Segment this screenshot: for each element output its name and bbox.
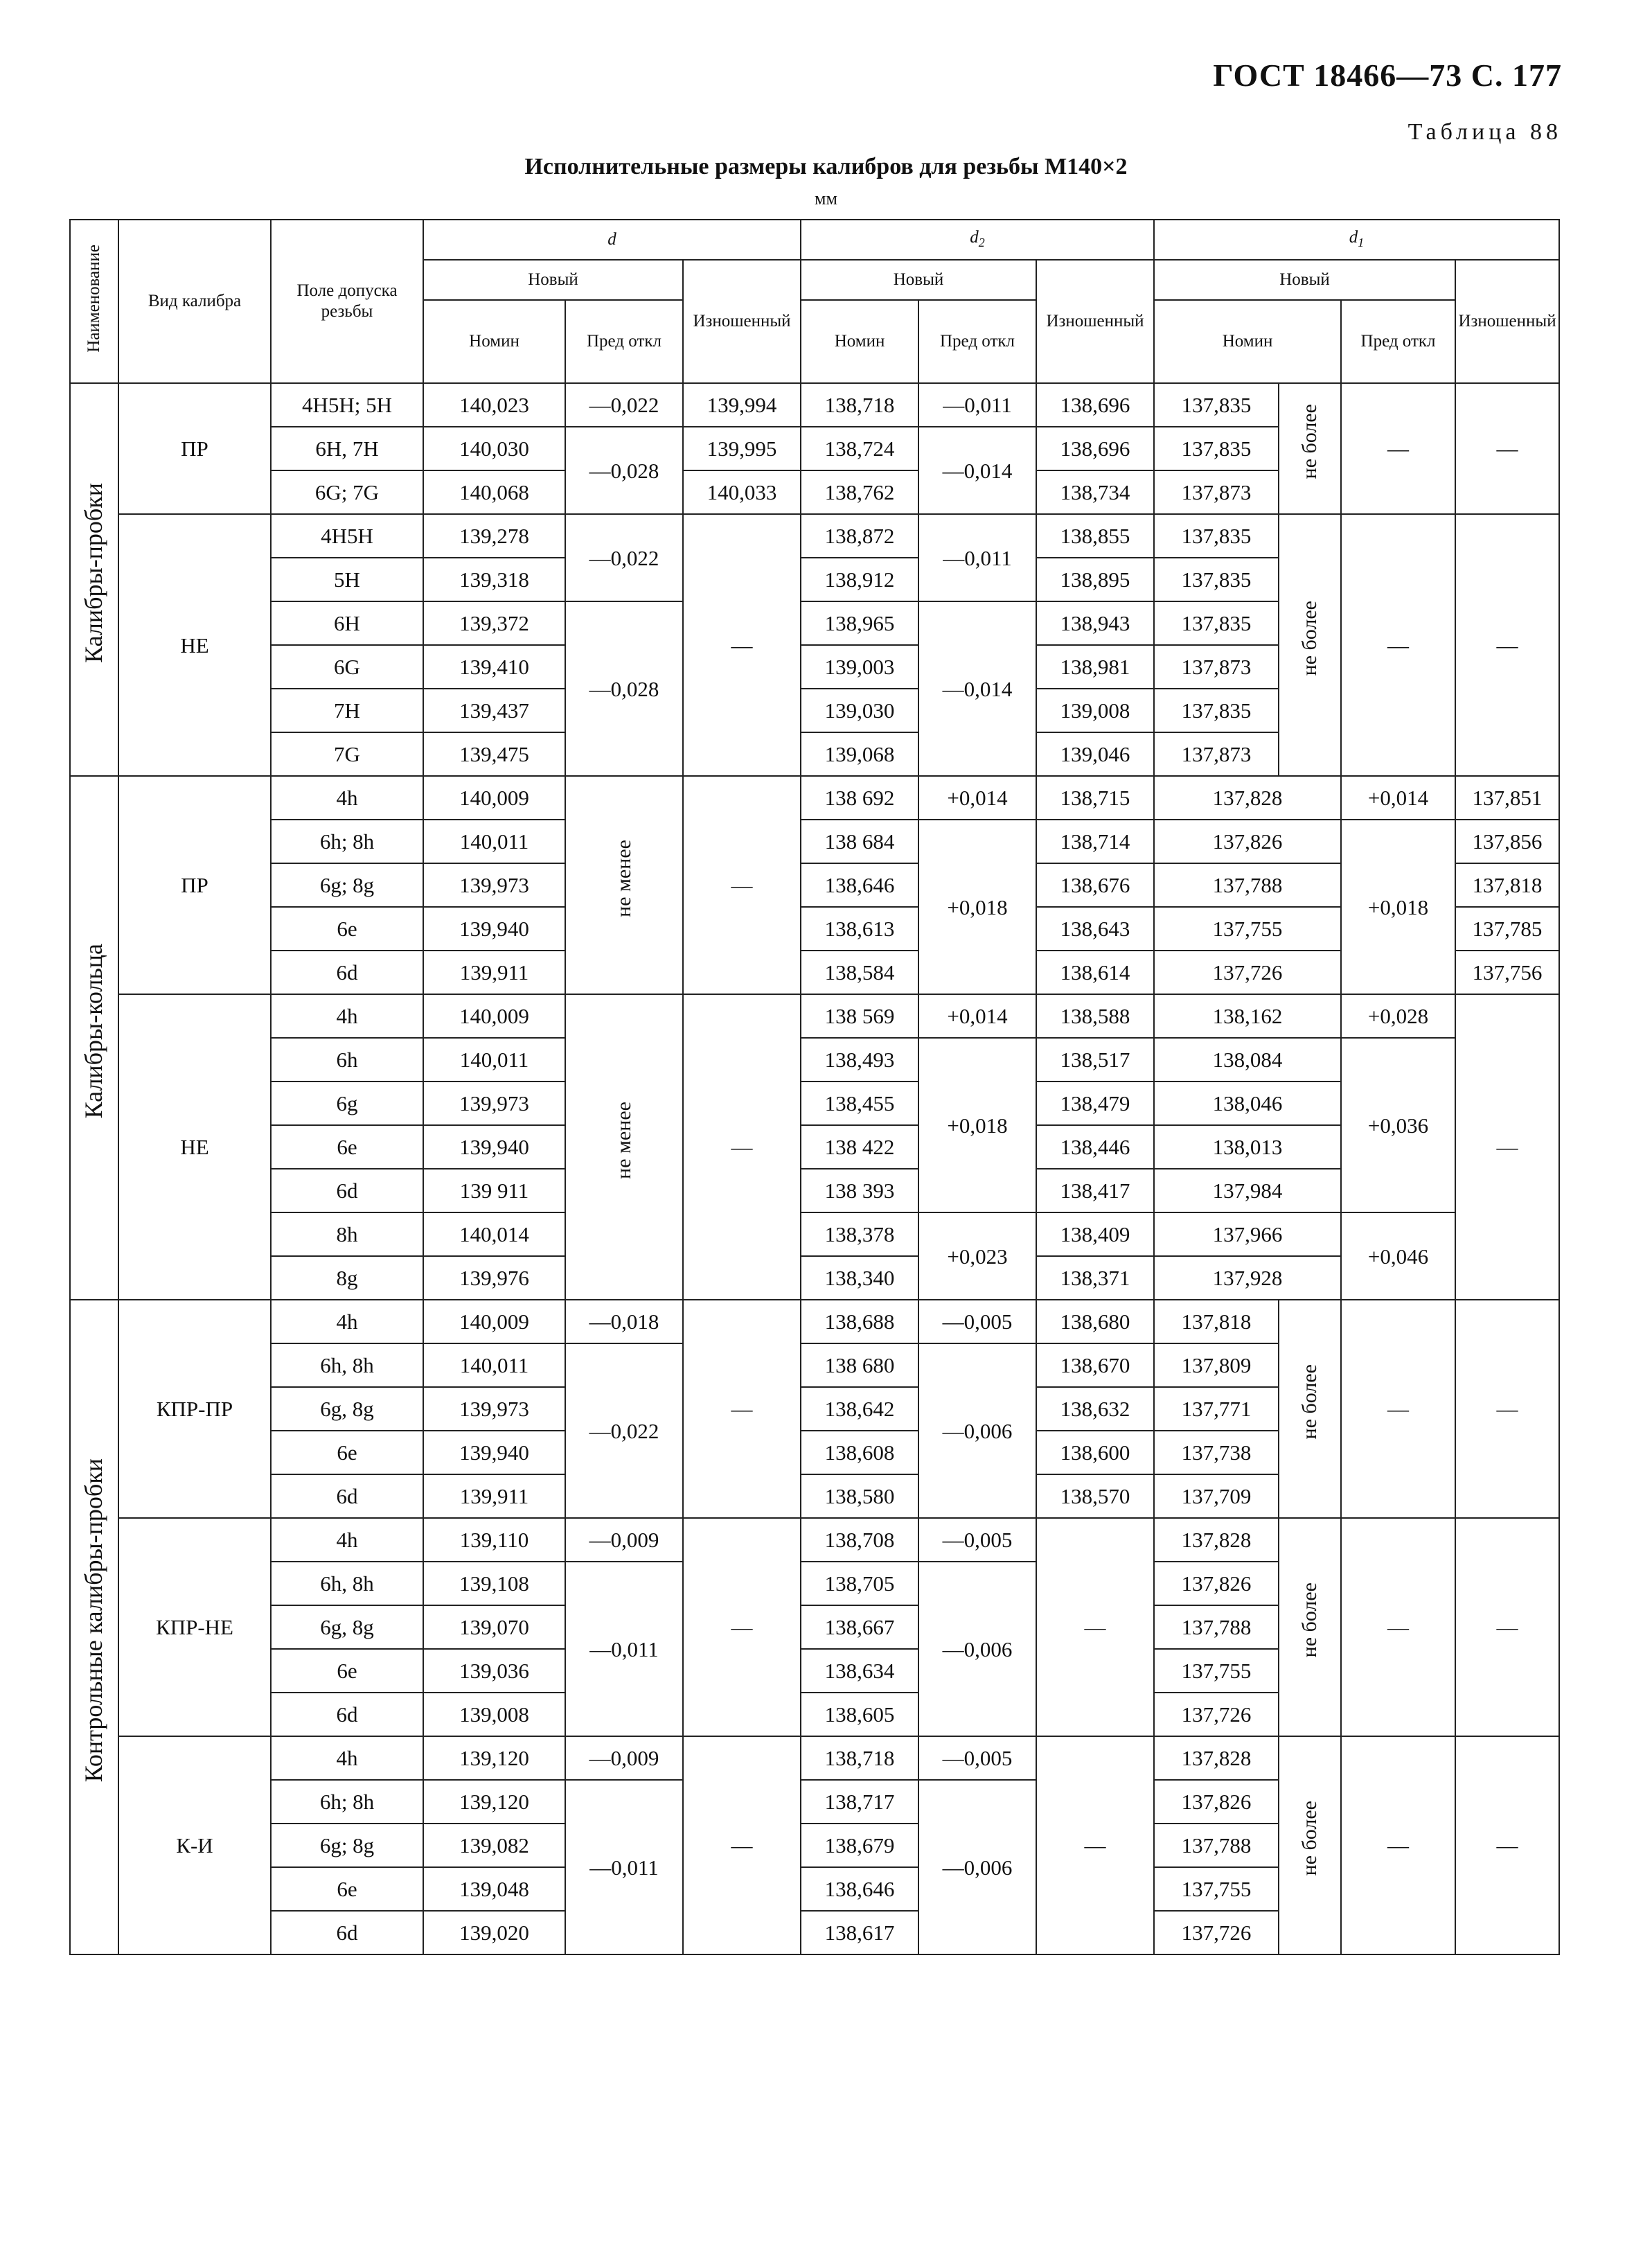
col-d2-new: Новый	[801, 260, 1036, 300]
gauge-kind: К-И	[118, 1736, 271, 1954]
not-more-label: не более	[1279, 1736, 1341, 1954]
table-row: 6h 140,011 138,493 +0,018 138,517 138,084 +0,036	[70, 1038, 1559, 1082]
table-row: 6d 139 911 138 393 138,417 137,984	[70, 1169, 1559, 1212]
table-row: Калибры-пробки ПР 4H5H; 5H 140,023 —0,022 139,994 138,718 —0,011 138,696 137,835 не более — —	[70, 383, 1559, 427]
page-header: ГОСТ 18466—73 С. 177	[1213, 58, 1562, 93]
col-d2-worn: Изношенный	[1036, 260, 1154, 383]
col-d2-nominal: Номин	[801, 300, 918, 383]
table-row: НЕ 4H5H 139,278 —0,022 — 138,872 —0,011 138,855 137,835 не более — —	[70, 514, 1559, 558]
col-d-new: Новый	[423, 260, 683, 300]
table-row: 6g, 8g 139,973 138,642 138,632 137,771	[70, 1387, 1559, 1431]
table-row: 6h, 8h 140,011 —0,022 138 680 —0,006 138,670 137,809	[70, 1343, 1559, 1387]
col-d1-new: Новый	[1154, 260, 1455, 300]
table-row: 6d 139,020 138,617 137,726	[70, 1911, 1559, 1954]
col-d-worn: Изношенный	[683, 260, 801, 383]
group-label: Калибры-кольца	[70, 776, 118, 1300]
col-d2: $d_2$	[801, 220, 1154, 260]
table-number: Таблица 88	[1407, 119, 1562, 145]
table-row: Контрольные калибры-пробки КПР-ПР 4h 140,009 —0,018 — 138,688 —0,005 138,680 137,818 не более — —	[70, 1300, 1559, 1343]
table-row: 6G; 7G 140,068 140,033 138,762 138,734 137,873	[70, 470, 1559, 514]
table-row: К-И 4h 139,120 —0,009 — 138,718 —0,005 — 137,828 не более — —	[70, 1736, 1559, 1780]
gauge-kind: КПР-НЕ	[118, 1518, 271, 1736]
col-d-nominal: Номин	[423, 300, 565, 383]
table-row: НЕ 4h 140,009 не менее — 138 569 +0,014 138,588 138,162 +0,028 —	[70, 994, 1559, 1038]
not-more-label: не более	[1279, 1518, 1341, 1736]
col-d1-worn: Изношенный	[1455, 260, 1559, 383]
table-row: 6h, 8h 139,108 —0,011 138,705 —0,006 137,826	[70, 1562, 1559, 1605]
table-row: 6e 139,048 138,646 137,755	[70, 1867, 1559, 1911]
table-row: 6e 139,940 138,608 138,600 137,738	[70, 1431, 1559, 1474]
table-row: 6g; 8g 139,082 138,679 137,788	[70, 1824, 1559, 1867]
col-field: Поле допуска резьбы	[271, 220, 423, 383]
table-row: 6h; 8h 140,011 138 684 +0,018 138,714 137,826 +0,018 137,856	[70, 820, 1559, 863]
units-label: мм	[815, 188, 837, 209]
table-row: 6H, 7H 140,030 —0,028 139,995 138,724 —0,014 138,696 137,835	[70, 427, 1559, 470]
table-row: 6d 139,008 138,605 137,726	[70, 1693, 1559, 1736]
table-row: 6g, 8g 139,070 138,667 137,788	[70, 1605, 1559, 1649]
col-kind: Вид калибра	[118, 220, 271, 383]
table-title: Исполнительные размеры калибров для резьбы М140×2	[524, 154, 1128, 179]
table-row: 8g 139,976 138,340 138,371 137,928	[70, 1256, 1559, 1300]
not-more-label: не более	[1279, 383, 1341, 514]
col-d-dev: Пред откл	[565, 300, 683, 383]
table-row: 7G 139,475 139,068 139,046 137,873	[70, 732, 1559, 776]
group-label: Калибры-пробки	[70, 383, 118, 776]
table-row: 6h; 8h 139,120 —0,011 138,717 —0,006 137,826	[70, 1780, 1559, 1824]
gauge-kind: ПР	[118, 776, 271, 994]
col-d1-nominal: Номин	[1154, 300, 1341, 383]
table-row: 6d 139,911 138,580 138,570 137,709	[70, 1474, 1559, 1518]
table-row: 6g; 8g 139,973 138,646 138,676 137,788 137,818	[70, 863, 1559, 907]
table-row: 5H 139,318 138,912 138,895 137,835	[70, 558, 1559, 601]
not-less-label: не менее	[565, 776, 683, 994]
gauge-dimensions-table	[69, 219, 1560, 1955]
table-row: 6e 139,036 138,634 137,755	[70, 1649, 1559, 1693]
table-row: 6d 139,911 138,584 138,614 137,726 137,756	[70, 951, 1559, 994]
table-row: Калибры-кольца ПР 4h 140,009 не менее — 138 692 +0,014 138,715 137,828 +0,014 137,851	[70, 776, 1559, 820]
not-more-label: не более	[1279, 1300, 1341, 1518]
table-row: 6e 139,940 138 422 138,446 138,013	[70, 1125, 1559, 1169]
not-more-label: не более	[1279, 514, 1341, 776]
table-row: 6H 139,372 —0,028 138,965 —0,014 138,943 137,835	[70, 601, 1559, 645]
table-row: 7H 139,437 139,030 139,008 137,835	[70, 689, 1559, 732]
col-d1: $d_1$	[1154, 220, 1559, 260]
table-row: КПР-НЕ 4h 139,110 —0,009 — 138,708 —0,005 — 137,828 не более — —	[70, 1518, 1559, 1562]
gauge-kind: ПР	[118, 383, 271, 514]
not-less-label: не менее	[565, 994, 683, 1300]
col-d1-dev: Пред откл	[1341, 300, 1455, 383]
group-label: Контрольные калибры-пробки	[70, 1300, 118, 1954]
table-row: 6g 139,973 138,455 138,479 138,046	[70, 1082, 1559, 1125]
gauge-kind: НЕ	[118, 994, 271, 1300]
table-row: 8h 140,014 138,378 +0,023 138,409 137,966 +0,046	[70, 1212, 1559, 1256]
col-d: d	[423, 220, 801, 260]
gauge-kind: КПР-ПР	[118, 1300, 271, 1518]
table-row: 6e 139,940 138,613 138,643 137,755 137,785	[70, 907, 1559, 951]
col-name: Наименование	[70, 220, 118, 383]
table-row: 6G 139,410 139,003 138,981 137,873	[70, 645, 1559, 689]
gauge-kind: НЕ	[118, 514, 271, 776]
col-d2-dev: Пред откл	[918, 300, 1036, 383]
